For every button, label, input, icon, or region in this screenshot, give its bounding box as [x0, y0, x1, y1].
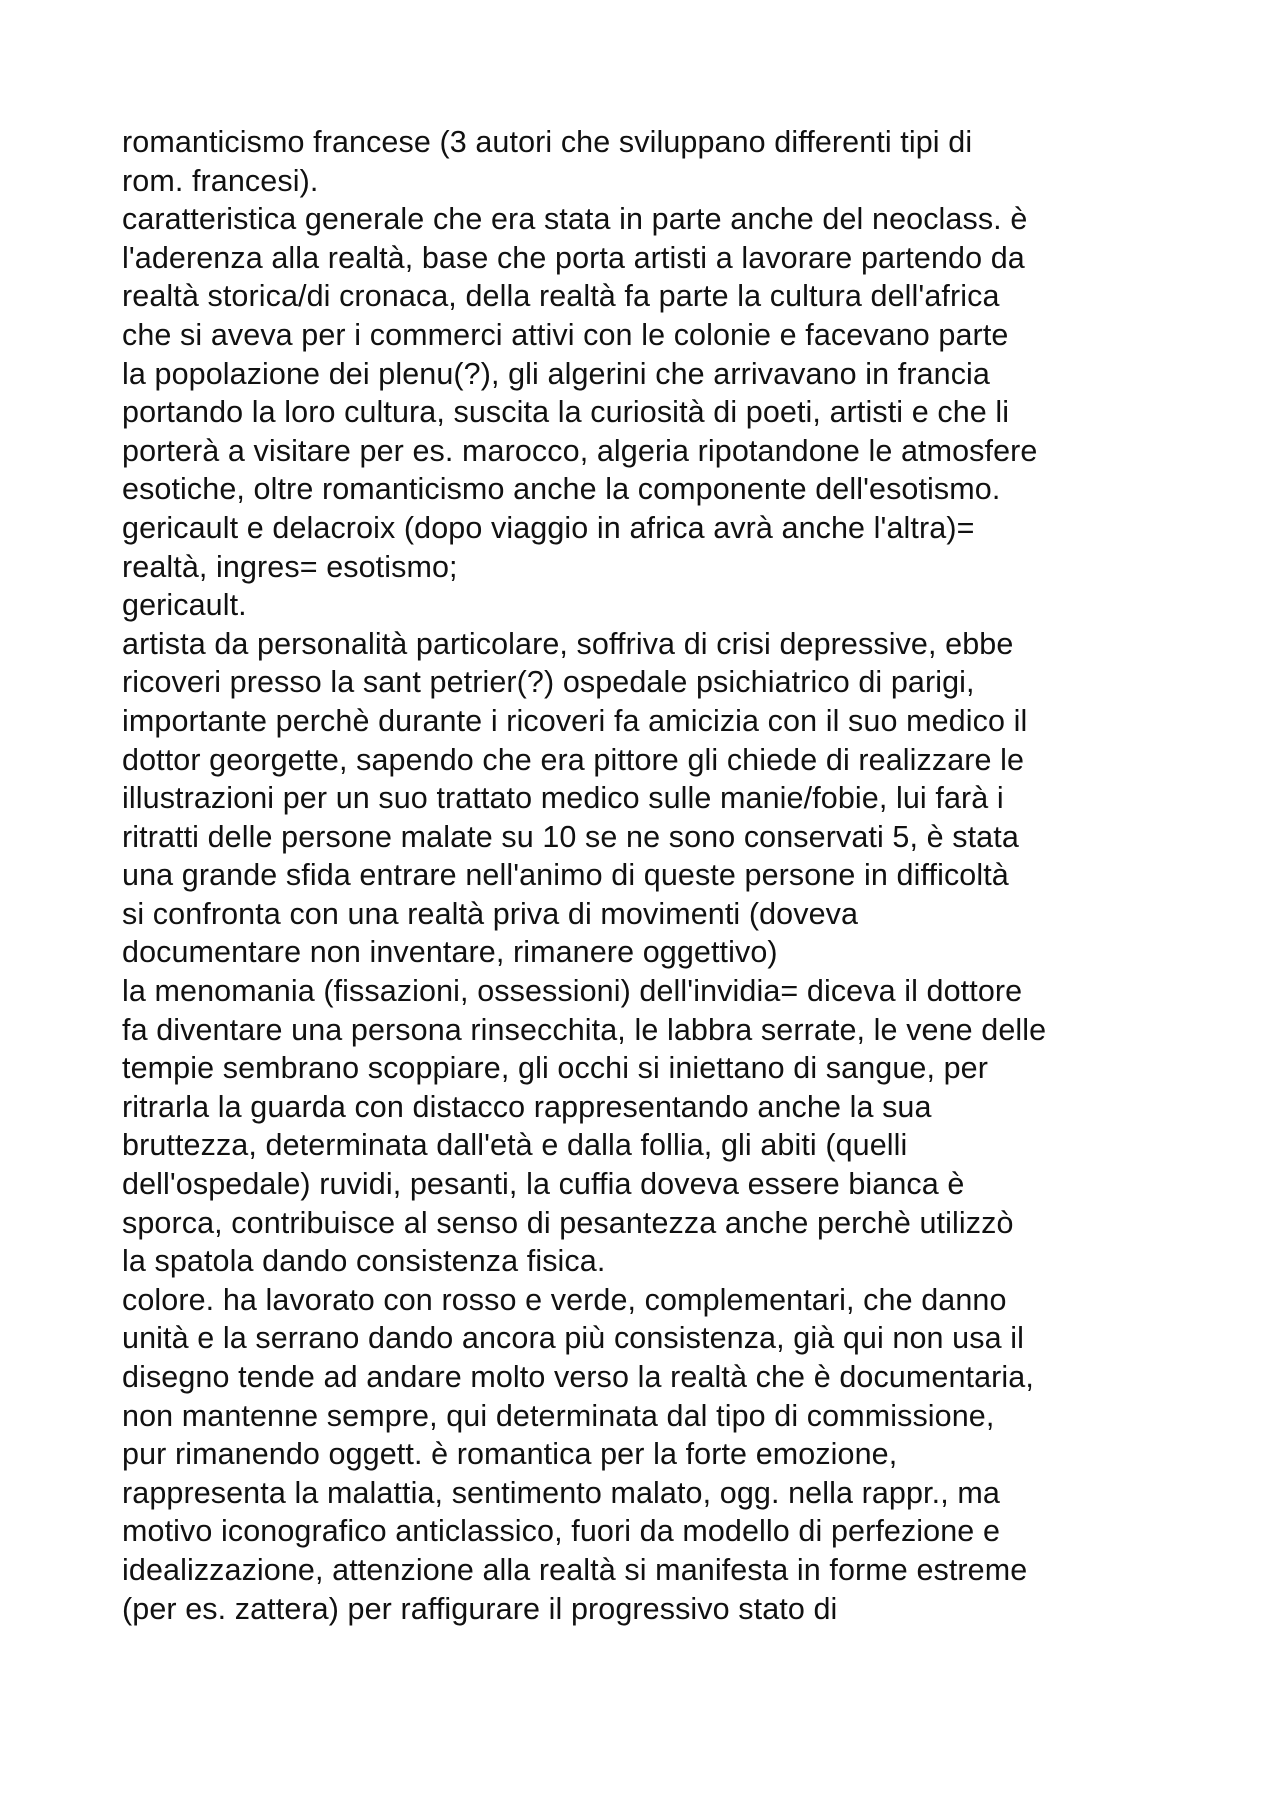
- text-line: importante perchè durante i ricoveri fa amicizia con il suo medico il: [122, 703, 1028, 738]
- text-line: rappresenta la malattia, sentimento malato, ogg. nella rappr., ma: [122, 1475, 1000, 1510]
- text-line: sporca, contribuisce al senso di pesantezza anche perchè utilizzò: [122, 1205, 1014, 1240]
- text-line: l'aderenza alla realtà, base che porta artisti a lavorare partendo da: [122, 240, 1025, 275]
- text-line: realtà storica/di cronaca, della realtà fa parte la cultura dell'africa: [122, 279, 1000, 314]
- text-line: tempie sembrano scoppiare, gli occhi si iniettano di sangue, per: [122, 1051, 988, 1086]
- text-line: la popolazione dei plenu(?), gli algerini che arrivavano in francia: [122, 356, 990, 391]
- text-line: che si aveva per i commerci attivi con le colonie e facevano parte: [122, 317, 1009, 352]
- text-line: la menomania (fissazioni, ossessioni) dell'invidia= diceva il dottore: [122, 974, 1023, 1009]
- text-line: (per es. zattera) per raffigurare il progressivo stato di: [122, 1591, 838, 1626]
- text-line: esotiche, oltre romanticismo anche la componente dell'esotismo.: [122, 472, 1001, 507]
- text-line: una grande sfida entrare nell'animo di queste persone in difficoltà: [122, 858, 1009, 893]
- text-line: realtà, ingres= esotismo;: [122, 549, 458, 584]
- body-text: [122, 123, 1182, 1628]
- text-line: caratteristica generale che era stata in parte anche del neoclass. è: [122, 202, 1028, 237]
- text-line: porterà a visitare per es. marocco, algeria ripotandone le atmosfere: [122, 433, 1038, 468]
- text-line: rom. francesi).: [122, 163, 319, 198]
- text-line: unità e la serrano dando ancora più consistenza, già qui non usa il: [122, 1321, 1024, 1356]
- text-line: ritrarla la guarda con distacco rappresentando anche la sua: [122, 1089, 932, 1124]
- text-line: dottor georgette, sapendo che era pittore gli chiede di realizzare le: [122, 742, 1025, 777]
- text-line: bruttezza, determinata dall'età e dalla follia, gli abiti (quelli: [122, 1128, 908, 1163]
- text-line: pur rimanendo oggett. è romantica per la forte emozione,: [122, 1437, 898, 1472]
- text-line: disegno tende ad andare molto verso la realtà che è documentaria,: [122, 1360, 1034, 1394]
- section-heading-gericault: gericault.: [122, 588, 247, 623]
- text-line: portando la loro cultura, suscita la curiosità di poeti, artisti e che li: [122, 395, 1010, 430]
- text-line: gericault e delacroix (dopo viaggio in africa avrà anche l'altra)=: [122, 510, 975, 545]
- text-line: si confronta con una realtà priva di movimenti (doveva: [122, 896, 859, 931]
- text-line: idealizzazione, attenzione alla realtà si manifesta in forme estreme: [122, 1552, 1028, 1587]
- text-line: la spatola dando consistenza fisica.: [122, 1244, 606, 1279]
- text-line: motivo iconografico anticlassico, fuori da modello di perfezione e: [122, 1514, 1001, 1549]
- text-line: ricoveri presso la sant petrier(?) ospedale psichiatrico di parigi,: [122, 665, 975, 700]
- text-line: fa diventare una persona rinsecchita, le labbra serrate, le vene delle: [122, 1012, 1047, 1047]
- text-line: documentare non inventare, rimanere oggettivo): [122, 935, 778, 970]
- text-line: colore. ha lavorato con rosso e verde, complementari, che danno: [122, 1282, 1007, 1317]
- text-line: ritratti delle persone malate su 10 se ne sono conservati 5, è stata: [122, 819, 1019, 854]
- text-line: non mantenne sempre, qui determinata dal tipo di commissione,: [122, 1398, 995, 1433]
- text-line: dell'ospedale) ruvidi, pesanti, la cuffia doveva essere bianca è: [122, 1167, 965, 1202]
- text-line: artista da personalità particolare, soffriva di crisi depressive, ebbe: [122, 626, 1014, 661]
- text-line: romanticismo francese (3 autori che sviluppano differenti tipi di: [122, 125, 973, 159]
- text-line: illustrazioni per un suo trattato medico sulle manie/fobie, lui farà i: [122, 781, 1004, 816]
